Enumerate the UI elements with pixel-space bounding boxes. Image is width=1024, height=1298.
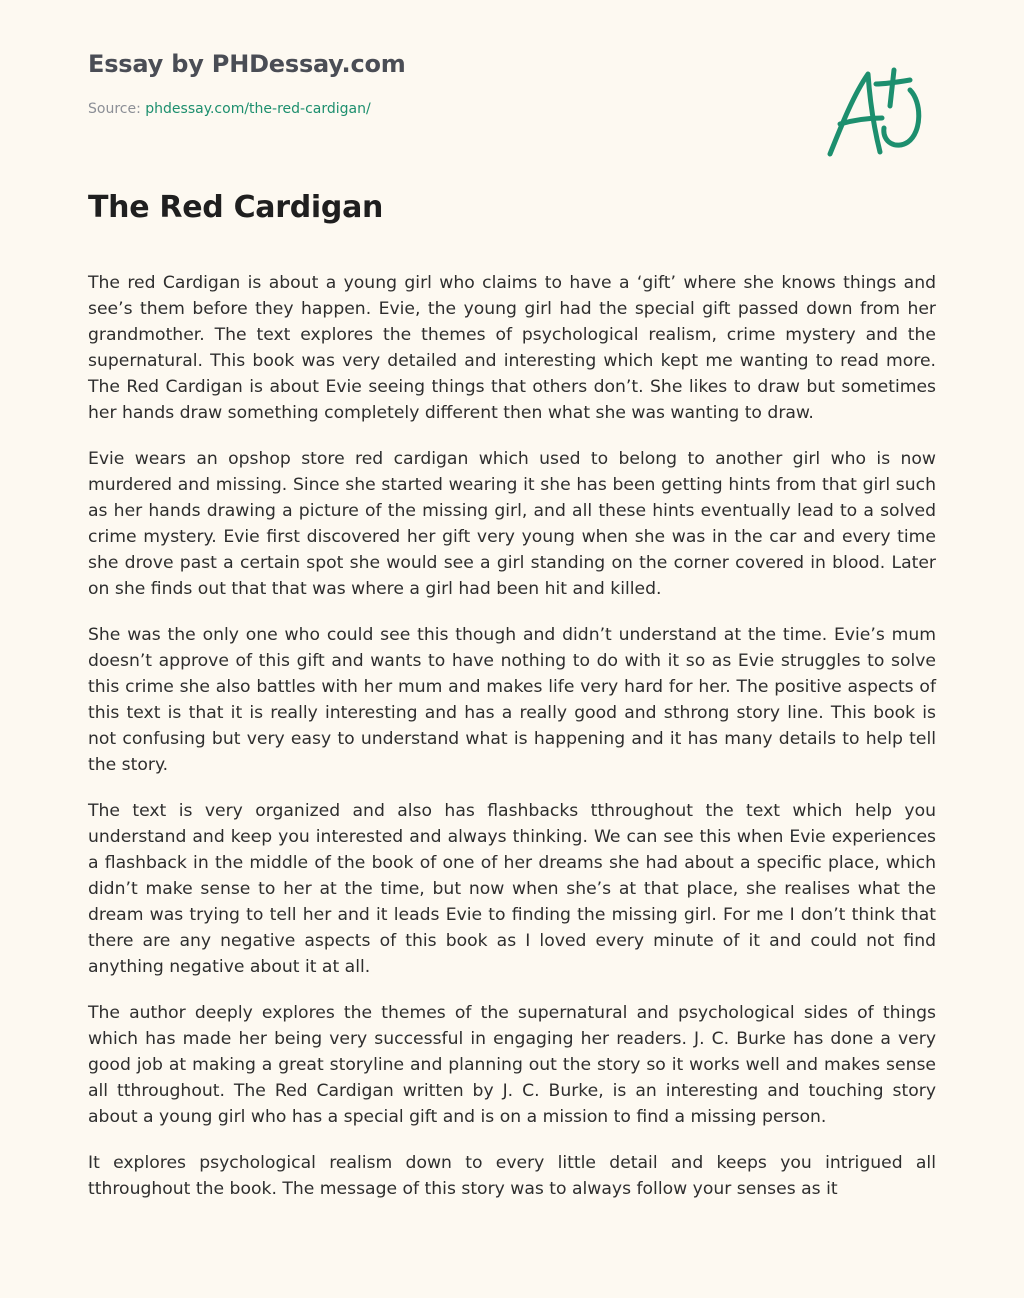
source-label: Source: <box>88 101 146 117</box>
essay-paragraph: The red Cardigan is about a young girl who claims to have a ‘gift’ where she knows things and see’s them before they happen. Evie, the young girl had the special gift passed down from her grandmother. The text explores the themes of psychological realism, crime mystery and the supernatural. This book was very detailed and interesting which kept me wanting to read more. The Red Cardigan is about Evie seeing things that others don’t. She likes to draw but sometimes her hands draw something completely different then what she was wanting to draw. <box>88 273 936 423</box>
essay-paragraph: It explores psychological realism down to every little detail and keeps you intrigued all tthroughout the book. The message of this story was to always follow your senses as it <box>88 1153 936 1199</box>
essay-paragraph: She was the only one who could see this though and didn’t understand at the time. Evie’s mum doesn’t approve of this gift and wants to have nothing to do with it so as Evie struggles to solve this crime she also battles with her mum and makes life very hard for her. The positive aspects of this text is that it is really interesting and has a really good and sthrong story line. This book is not confusing but very easy to understand what is happening and it has many details to help tell the story. <box>88 625 936 775</box>
essay-title: The Red Cardigan <box>88 190 384 225</box>
essay-body <box>88 270 936 1222</box>
essay-paragraph: The text is very organized and also has flashbacks tthroughout the text which help you understand and keep you interested and always thinking. We can see this when Evie experiences a flashback in the middle of the book of one of her dreams she had about a specific place, which didn’t make sense to her at the time, but now when she’s at that place, she realises what the dream was trying to tell her and it leads Evie to finding the missing girl. For me I don’t think that there are any negative aspects of this book as I loved every minute of it and could not find anything negative about it at all. <box>88 801 936 977</box>
source-line <box>88 101 371 117</box>
site-title: Essay by PHDessay.com <box>88 50 406 78</box>
source-link[interactable]: phdessay.com/the-red-cardigan/ <box>145 101 371 117</box>
essay-paragraph: Evie wears an opshop store red cardigan which used to belong to another girl who is now murdered and missing. Since she started wearing it she has been getting hints from that girl such as her hands drawing a picture of the missing girl, and all these hints eventually lead to a solved crime mystery. Evie first discovered her gift very young when she was in the car and every time she drove past a certain spot she would see a girl standing on the corner covered in blood. Later on she finds out that that was where a girl had been hit and killed. <box>88 449 936 599</box>
a-plus-grade-icon <box>824 62 928 162</box>
essay-paragraph: The author deeply explores the themes of the supernatural and psychological sides of things which has made her being very successful in engaging her readers. J. C. Burke has done a very good job at making a great storyline and planning out the story so it works well and makes sense all tthroughout. The Red Cardigan written by J. C. Burke, is an interesting and touching story about a young girl who has a special gift and is on a mission to find a missing person. <box>88 1003 936 1127</box>
